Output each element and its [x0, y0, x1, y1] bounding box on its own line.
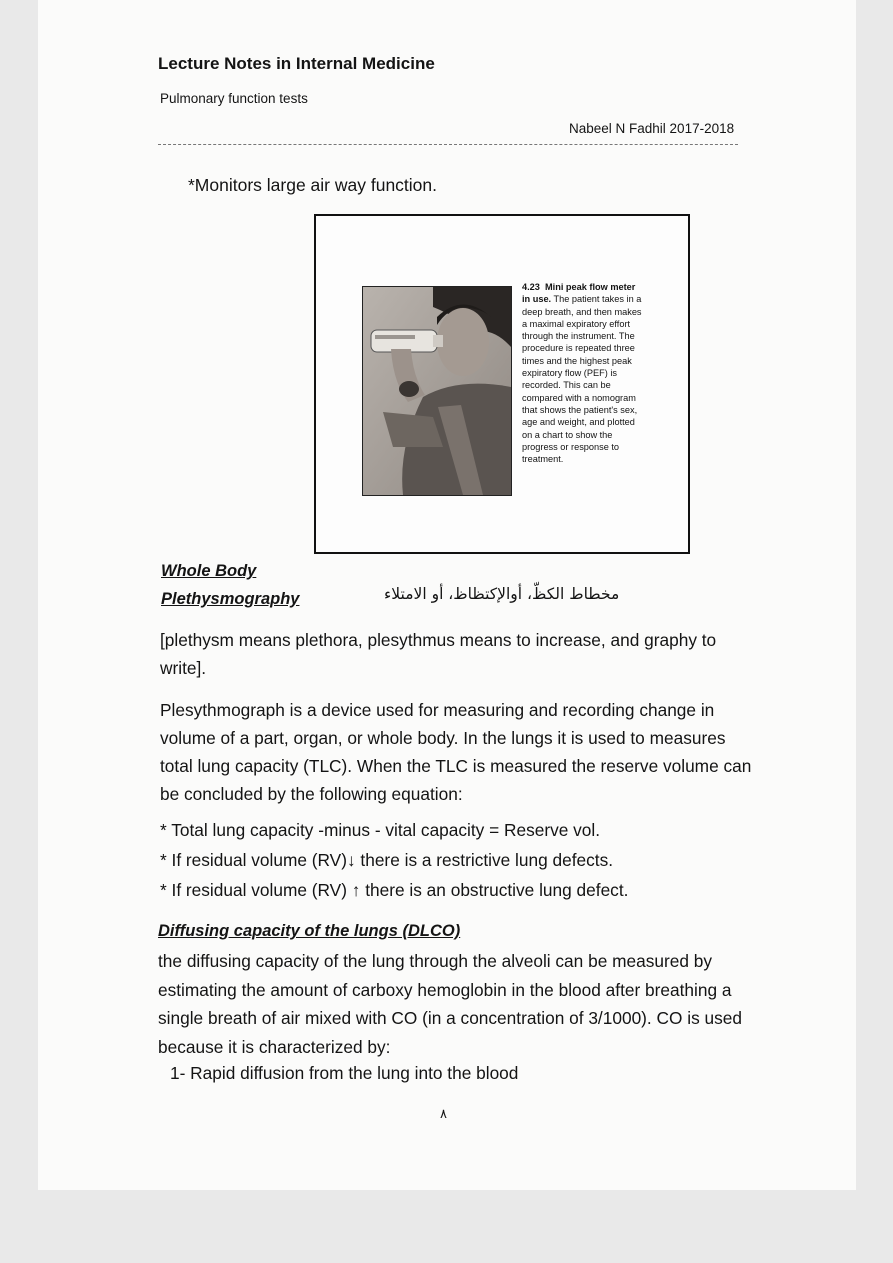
figure-caption-body: The patient takes in a deep breath, and then makes a maximal expiratory effort through the instrument. The procedure is repeated three times and the highest peak expiratory flow (PEF) is recorded. This can be compared with a nomogram that shows the patient's sex, age and weight, and plotted on a chart to show the progress or response to treatment.: [522, 294, 642, 465]
plesythmograph-paragraph: Plesythmograph is a device used for measuring and recording change in volume of a part, organ, or whole body. In the lungs it is used to measures total lung capacity (TLC). When the TLC is measured the reserve volume can be concluded by the following equation:: [160, 700, 752, 804]
bullet-obstructive-tail: there is an obstructive lung defect.: [360, 880, 629, 900]
section-heading-dlco: Diffusing capacity of the lungs (DLCO): [158, 922, 461, 940]
bullet-obstructive: [160, 880, 628, 901]
header-divider: [158, 144, 738, 145]
document-title: Lecture Notes in Internal Medicine: [158, 54, 435, 73]
page-number: ٨: [440, 1107, 447, 1122]
bullet-obstructive-text: * If residual volume (RV): [160, 880, 352, 900]
bullet-restrictive: [160, 850, 613, 871]
dlco-paragraph: the diffusing capacity of the lung through the alveoli can be measured by estimating the amount of carboxy hemoglobin in the blood after breathing a single breath of air mixed with CO (in a concentration of 3/1000). CO is used because it is characterized by:: [158, 951, 743, 1057]
etymology-paragraph: [plethysm means plethora, plesythmus means to increase, and graphy to write].: [160, 630, 717, 678]
peak-flow-photo: [362, 286, 512, 496]
down-arrow-icon: ↓: [346, 850, 356, 870]
arabic-term: مخطاط الكظّ، أوالإكتظاظ، أو الامتلاء: [384, 585, 620, 603]
figure-frame: [314, 214, 690, 554]
list-item: 1- Rapid diffusion from the lung into the blood: [170, 1063, 519, 1083]
intro-line: *Monitors large air way function.: [188, 175, 437, 195]
figure-number: 4.23: [522, 282, 540, 292]
section-heading-whole-body: Whole Body: [161, 562, 257, 580]
section-heading-plethysmography: Plethysmography: [161, 590, 300, 608]
up-arrow-icon: ↑: [351, 880, 361, 900]
bullet-reserve-volume: * Total lung capacity -minus - vital capacity = Reserve vol.: [160, 820, 601, 840]
author-line: Nabeel N Fadhil 2017-2018: [569, 121, 735, 136]
figure-caption: [522, 281, 642, 465]
bullet-restrictive-tail: there is a restrictive lung defects.: [355, 850, 614, 870]
document-subtitle: Pulmonary function tests: [160, 91, 308, 106]
figure-caption-title: Mini peak flow meter in use.: [522, 282, 636, 305]
bullet-restrictive-text: * If residual volume (RV): [160, 850, 347, 870]
